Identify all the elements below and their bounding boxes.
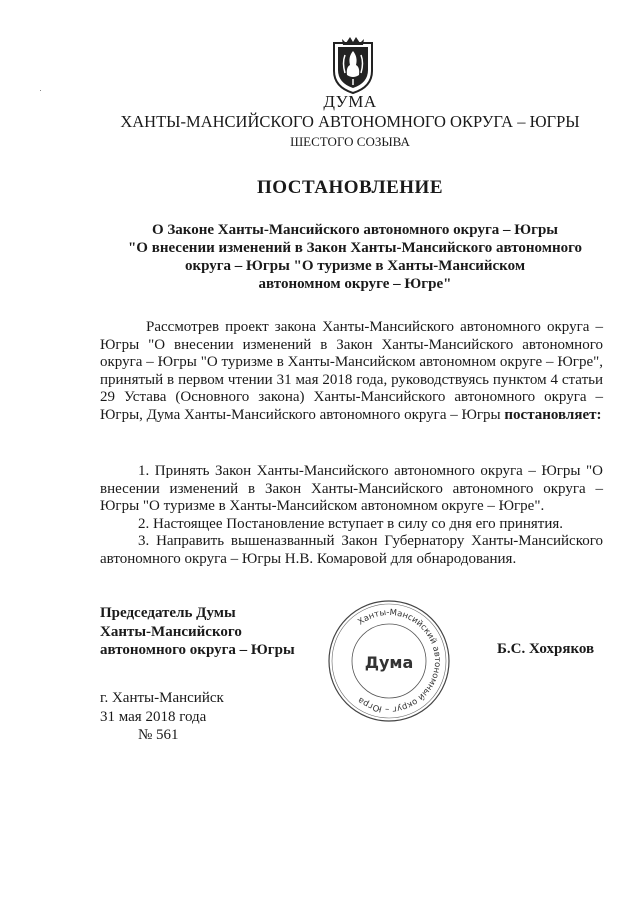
seal-ring-text: Ханты-Мансийский автономный округ – Югра bbox=[356, 607, 443, 715]
title-line: "О внесении изменений в Закон Ханты-Мансийского автономного bbox=[127, 240, 583, 256]
position-line: Ханты-Мансийского bbox=[100, 623, 242, 640]
region-name: ХАНТЫ-МАНСИЙСКОГО АВТОНОМНОГО ОКРУГА – ЮГРЫ bbox=[120, 112, 580, 131]
title-line: автономном округе – Югре" bbox=[258, 276, 452, 292]
place-date-block bbox=[100, 689, 224, 745]
document-title bbox=[110, 221, 600, 293]
date: 31 мая 2018 года bbox=[100, 708, 207, 725]
convocation: ШЕСТОГО СОЗЫВА bbox=[290, 134, 410, 149]
preamble-paragraph bbox=[100, 319, 603, 425]
coat-of-arms-icon bbox=[328, 33, 378, 95]
resolution-item: 3. Направить вышеназванный Закон Губернатору Ханты-Мансийского автономного округа – Югры Н.В. Комаровой для обнародования. bbox=[100, 533, 603, 567]
resolves-word: постановляет: bbox=[504, 406, 602, 423]
document-type: ПОСТАНОВЛЕНИЕ bbox=[256, 177, 444, 198]
scan-speck bbox=[40, 90, 41, 91]
preamble-text: Рассмотрев проект закона Ханты-Мансийского автономного округа – Югры "О внесении изменений в Закон Ханты-Мансийского автономного округа – Югры "О туризме в Ханты-Мансийском автономном округе – Югре", принятый в первом чтении 31 мая 2018 года, руководствуясь пунктом 4 статьи 29 Устава (Основного закона) Ханты-Мансийского автономного округа – Югры, Дума Ханты-Мансийского автономного округа – Югры bbox=[100, 319, 603, 423]
resolution-item: 1. Принять Закон Ханты-Мансийского автономного округа – Югры "О внесении изменений в Закон Ханты-Мансийского автономного округа – Югры "О туризме в Ханты-Мансийском автономном округе – Югре". bbox=[100, 463, 603, 515]
position-line: Председатель Думы bbox=[100, 605, 236, 621]
resolution-items bbox=[100, 463, 603, 569]
position-line: автономного округа – Югры bbox=[100, 642, 295, 658]
resolution-item: 2. Настоящее Постановление вступает в силу со дня его принятия. bbox=[138, 515, 564, 532]
place: г. Ханты-Мансийск bbox=[100, 690, 224, 706]
title-line: округа – Югры "О туризме в Ханты-Мансийском bbox=[184, 258, 526, 274]
body-name: ДУМА bbox=[323, 92, 377, 111]
official-seal bbox=[326, 598, 452, 724]
document-number: № 561 bbox=[138, 727, 179, 743]
signatory-position bbox=[100, 604, 340, 660]
signatory-name: Б.С. Хохряков bbox=[497, 641, 595, 657]
title-line: О Законе Ханты-Мансийского автономного округа – Югры bbox=[151, 222, 559, 238]
seal-center-text: Дума bbox=[364, 653, 414, 672]
